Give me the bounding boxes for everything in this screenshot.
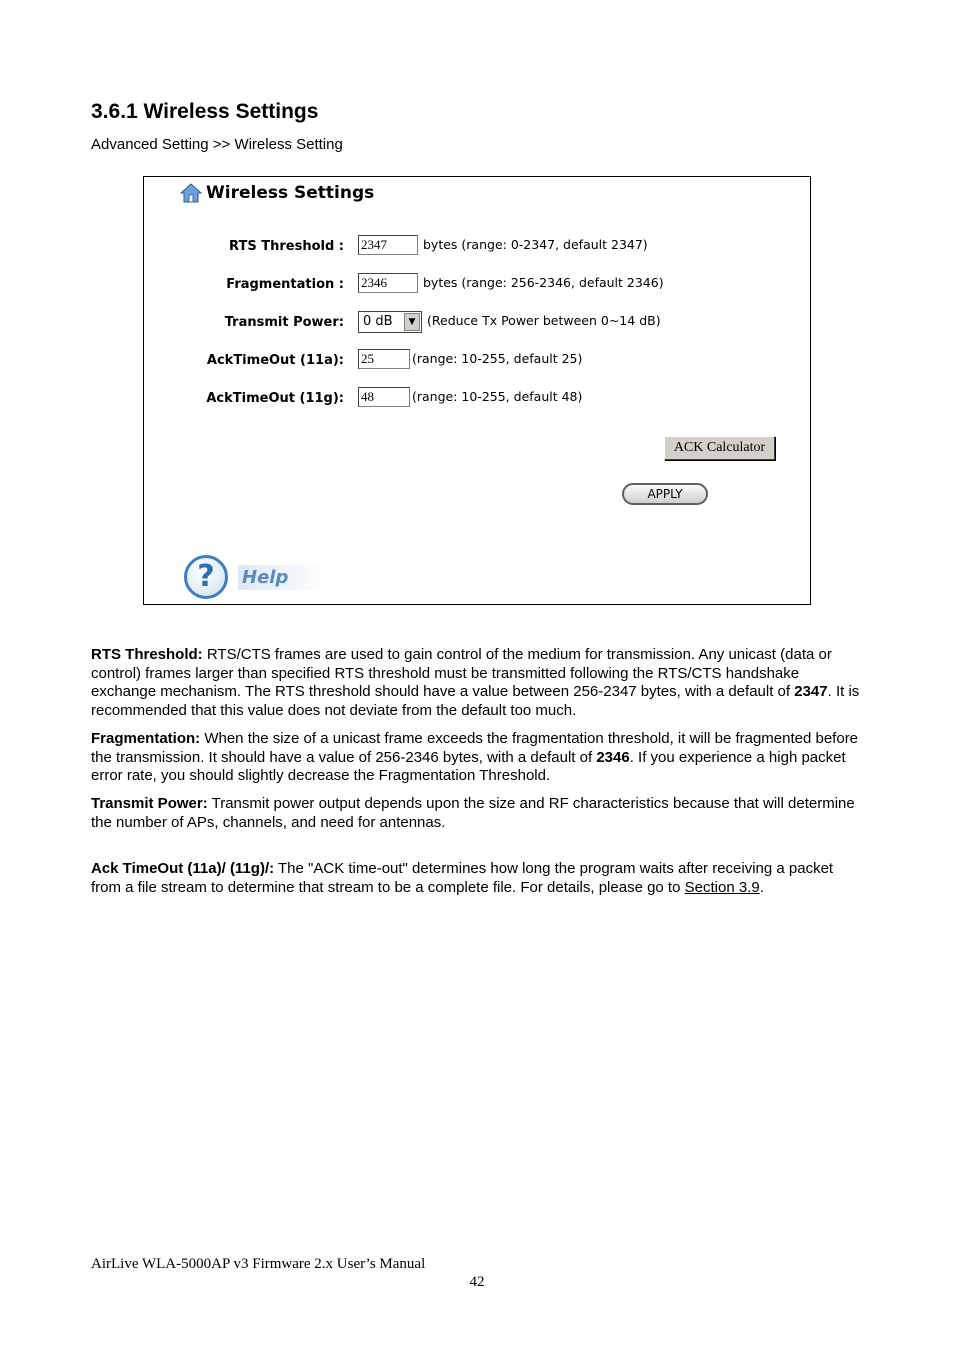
transmit-power-hint: (Reduce Tx Power between 0~14 dB) <box>427 313 661 328</box>
power-text-1: Transmit power output depends upon the size and RF characteristics because that will determine the number of APs, channels, and need for antennas. <box>91 795 855 831</box>
transmit-power-label: Transmit Power: <box>224 315 344 330</box>
ack-term: Ack TimeOut (11a)/ (11g)/: <box>91 860 275 877</box>
transmit-power-value: 0 dB <box>363 314 393 329</box>
footer-manual-title: AirLive WLA-5000AP v3 Firmware 2.x User’s Manual <box>91 1256 426 1272</box>
fragmentation-label: Fragmentation : <box>226 277 344 292</box>
rts-text-2: . It is recommended that this value does not deviate from the default too much. <box>91 683 860 719</box>
transmit-power-row <box>144 311 810 337</box>
ack-timeout-11a-input[interactable]: 25 <box>358 349 410 369</box>
section-3-9-link[interactable]: Section 3.9 <box>684 878 760 896</box>
ack-timeout-paragraph <box>91 860 866 897</box>
ack-timeout-11g-label: AckTimeOut (11g): <box>206 391 344 406</box>
ack-timeout-11a-row <box>144 349 810 375</box>
section-title: 3.6.1 Wireless Settings <box>91 100 319 123</box>
fragmentation-hint: bytes (range: 256-2346, default 2346) <box>423 275 664 290</box>
power-term: Transmit Power: <box>91 795 208 812</box>
frag-default: 2346 <box>596 748 630 766</box>
rts-threshold-paragraph <box>91 646 866 720</box>
fragmentation-paragraph <box>91 730 866 786</box>
rts-text-1: RTS/CTS frames are used to gain control of the medium for transmission. Any unicast (data or control) frames larger than specified RTS threshold must be transmitted following the RTS/CTS handshake exchange mechanism. The RTS threshold should have a value between 256-2347 bytes, with a default of <box>91 646 832 700</box>
transmit-power-select[interactable] <box>358 311 422 333</box>
ack-timeout-11g-input[interactable]: 48 <box>358 387 410 407</box>
ack-timeout-11a-hint: (range: 10-255, default 25) <box>412 351 583 366</box>
question-mark-icon: ? <box>184 555 228 599</box>
ack-timeout-11a-label: AckTimeOut (11a): <box>206 353 344 368</box>
transmit-power-paragraph <box>91 795 866 832</box>
ack-timeout-11g-hint: (range: 10-255, default 48) <box>412 389 583 404</box>
frag-text-1: When the size of a unicast frame exceeds the fragmentation threshold, it will be fragmented before the transmission. It should have a value of 256-2346 bytes, with a default of <box>91 730 859 766</box>
panel-title <box>180 183 374 203</box>
apply-button[interactable]: APPLY <box>622 483 708 505</box>
frag-text-2: . If you experience a high packet error rate, you should slightly decrease the Fragmentation Threshold. <box>91 748 846 784</box>
fragmentation-row <box>144 273 810 299</box>
rts-term: RTS Threshold: <box>91 646 203 663</box>
help-button[interactable] <box>184 555 328 599</box>
rts-threshold-hint: bytes (range: 0-2347, default 2347) <box>423 237 648 252</box>
ack-text-2: . <box>759 878 764 896</box>
ack-text-1: The "ACK time-out" determines how long the program waits after receiving a packet from a file stream to determine that stream to be a complete file. For details, please go to <box>91 860 834 896</box>
rts-threshold-input[interactable]: 2347 <box>358 235 418 255</box>
frag-term: Fragmentation: <box>91 730 201 747</box>
help-label: Help <box>238 565 328 590</box>
home-icon <box>180 183 202 203</box>
rts-default: 2347 <box>794 683 828 700</box>
ack-timeout-11g-row <box>144 387 810 413</box>
chevron-down-icon[interactable]: ▼ <box>404 313 420 331</box>
breadcrumb: Advanced Setting >> Wireless Setting <box>91 136 343 153</box>
rts-threshold-row <box>144 235 810 261</box>
page-number: 42 <box>469 1274 485 1290</box>
wireless-settings-screenshot <box>143 176 811 605</box>
fragmentation-input[interactable]: 2346 <box>358 273 418 293</box>
ack-calculator-button[interactable]: ACK Calculator <box>664 436 775 460</box>
panel-title-text: Wireless Settings <box>206 183 375 203</box>
rts-threshold-label: RTS Threshold : <box>229 239 344 254</box>
